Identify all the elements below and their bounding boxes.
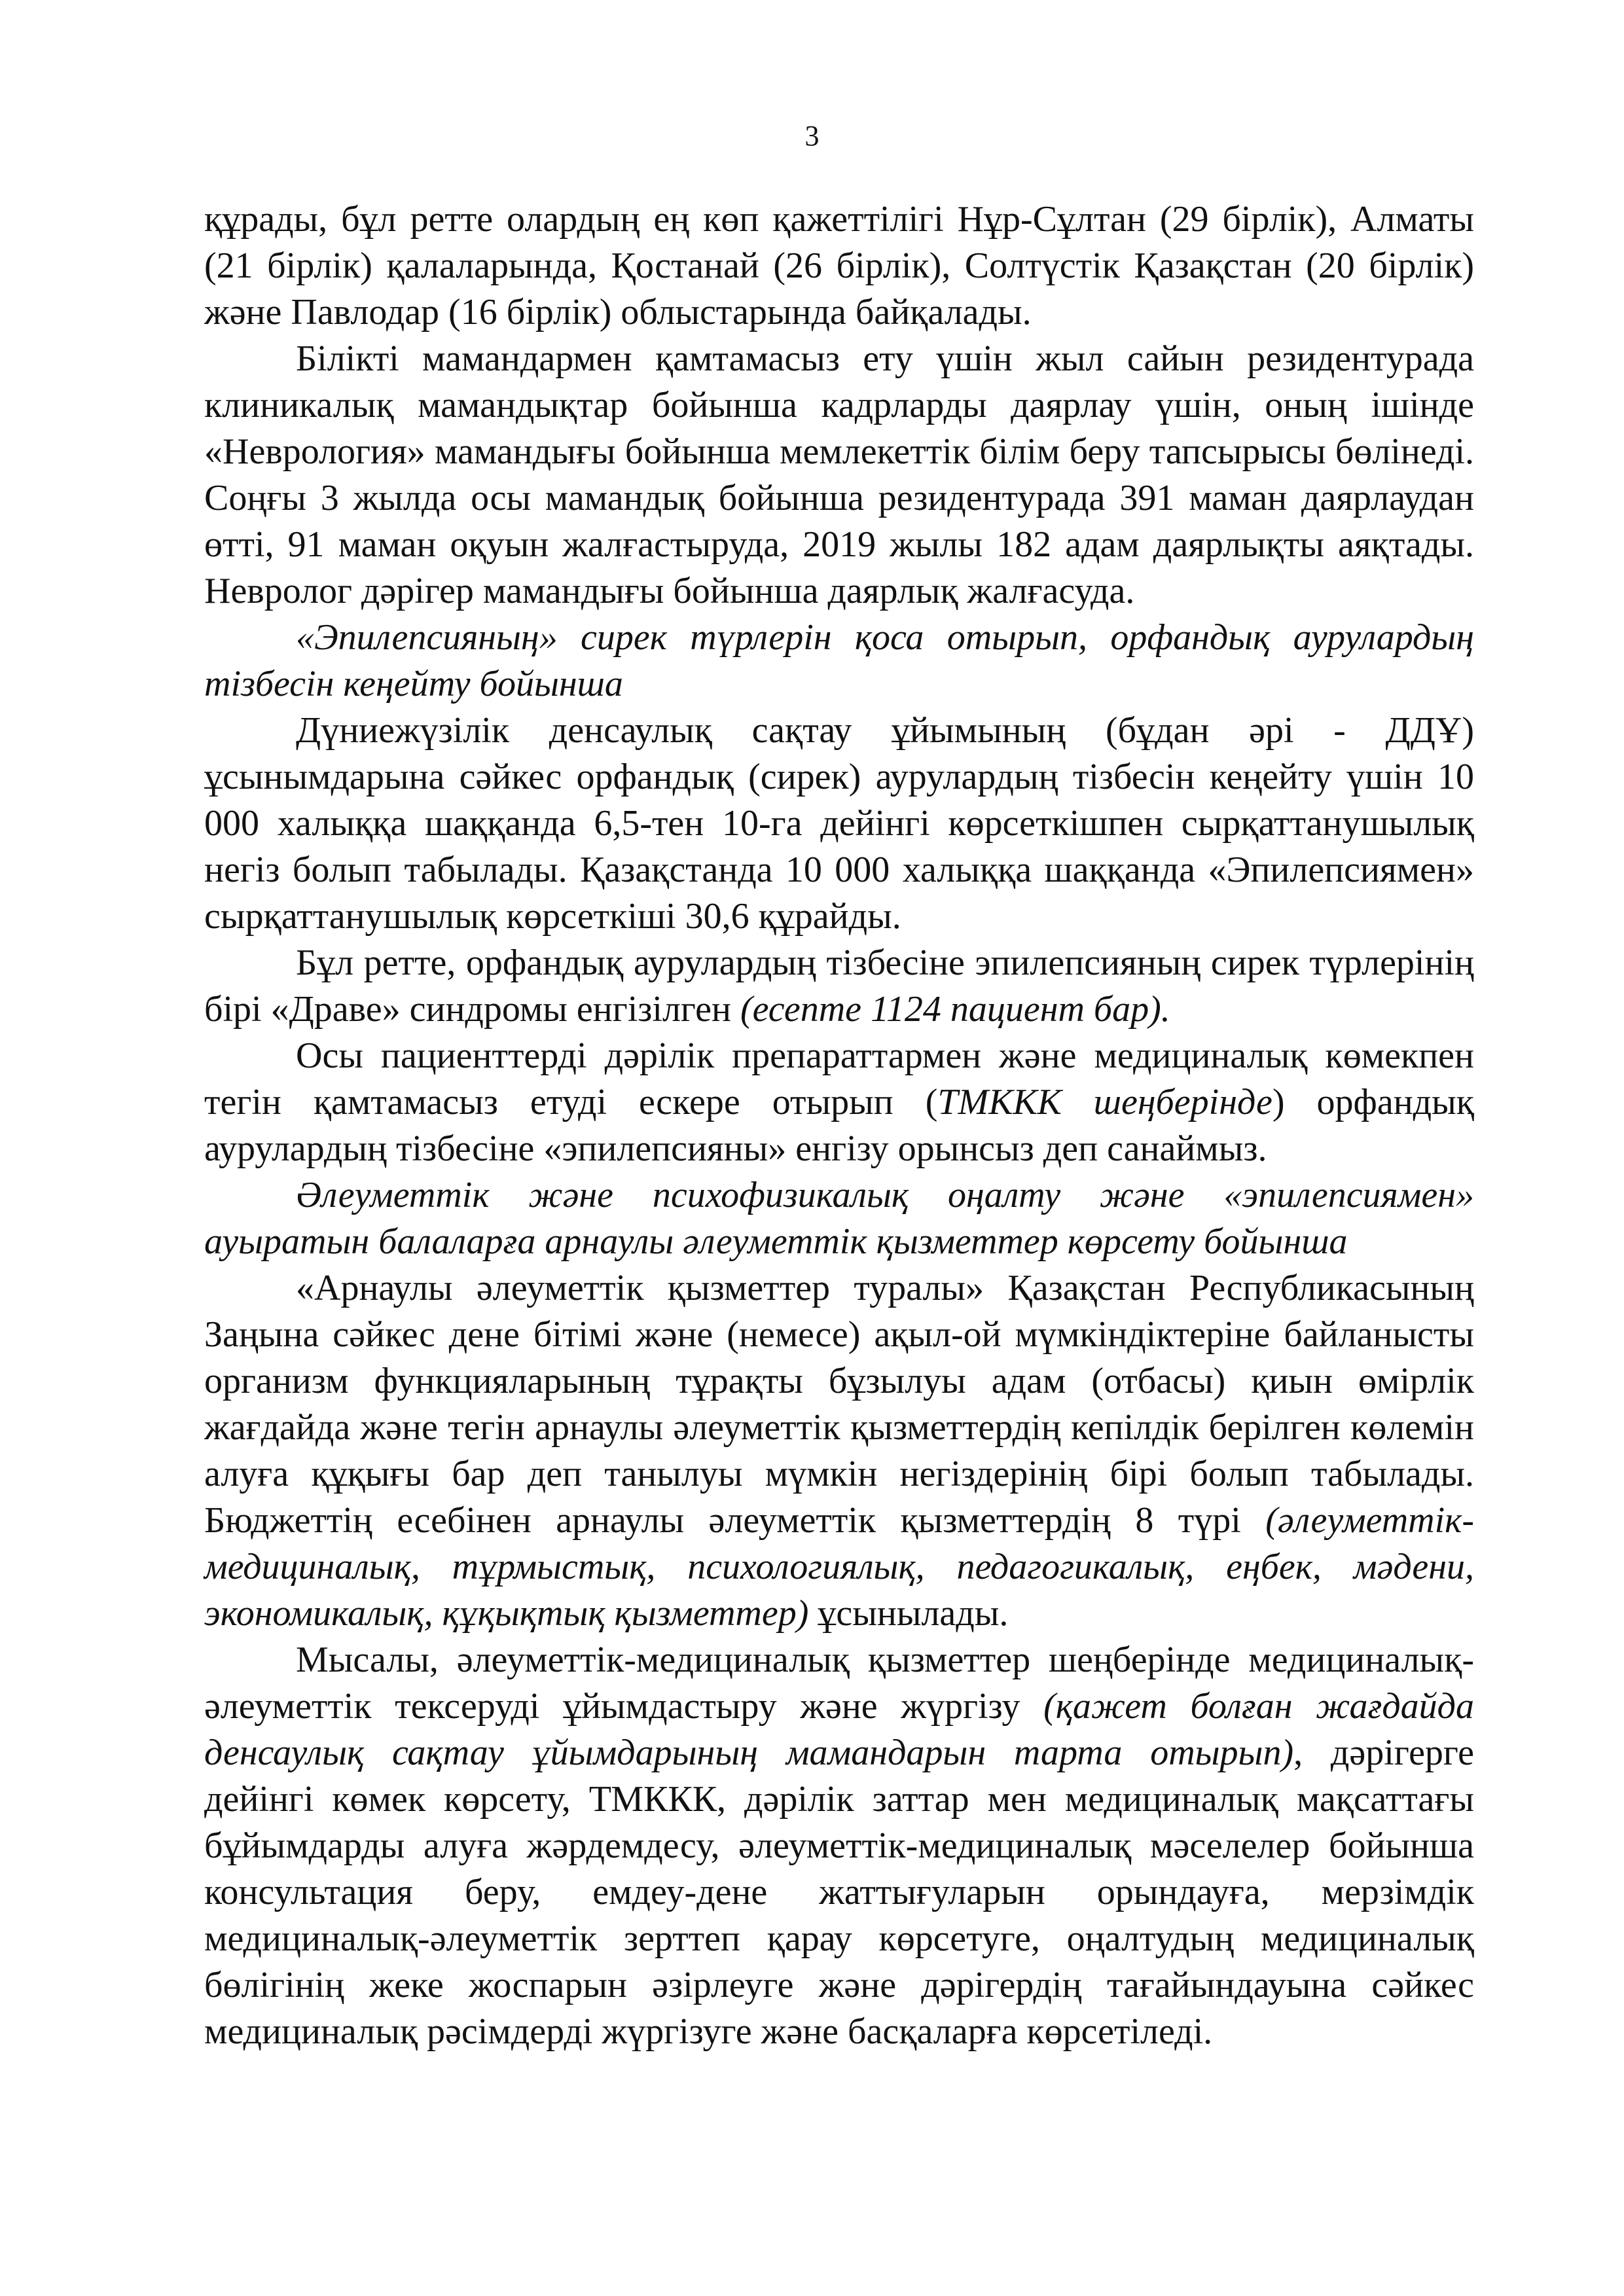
paragraph-italic-note: (әлеуметтік-медициналық, тұрмыстық, психологиялық, педагогикалық, еңбек, мәдени, экономикалық, құқықтық қызметтер) <box>204 1500 1474 1634</box>
paragraph-continuation <box>204 196 1474 336</box>
paragraph-text: ұсынылады. <box>808 1593 1009 1634</box>
paragraph-text: құрады, бұл ретте олардың ең көп қажеттілігі Нұр-Сұлтан (29 бірлік), Алматы (21 бірлік) қалаларында, Қостанай (26 бірлік), Солтүстік Қазақстан (20 бірлік) және Павлодар (16 бірлік) облыстарында байқалады. <box>204 199 1474 332</box>
paragraph-social-services-law <box>204 1265 1474 1637</box>
paragraph-text: Осы пациенттерді дәрілік препараттармен және медициналық көмекпен тегін қамтамасыз етуді ескере отырып ( <box>204 1035 1474 1122</box>
paragraph-italic-note: (есепте 1124 пациент бар). <box>740 989 1170 1030</box>
paragraph-text: «Арнаулы әлеуметтік қызметтер туралы» Қазақстан Республикасының Заңына сәйкес дене бітімі және (немесе) ақыл-ой мүмкіндіктеріне байланысты организм функцияларының тұрақты бұзылуы адам (отбасы) қиын өмірлік жағдайда және тегін арнаулы әлеуметтік қызметтердің кепілдік берілген көлемін алуға құқығы бар деп танылуы мүмкін негіздерінің бірі болып табылады. Бюджеттің есебінен арнаулы әлеуметтік қызметтердің 8 түрі <box>204 1268 1474 1541</box>
paragraph-text: Дүниежүзілік денсаулық сақтау ұйымының (бұдан әрі - ДДҰ) ұсынымдарына сәйкес орфандық (сирек) аурулардың тізбесін кеңейту үшін 10 000 халыққа шаққанда 6,5-тен 10-га дейінгі көрсеткішпен сырқаттанушылық негіз болып табылады. Қазақстанда 10 000 халыққа шаққанда «Эпилепсиямен» сырқаттанушылық көрсеткіші 30,6 құрайды. <box>204 710 1474 937</box>
paragraph-social-medical-services <box>204 1637 1474 2055</box>
section-heading-social-rehabilitation <box>204 1172 1474 1265</box>
paragraph-italic-note: ТМККК шеңберінде <box>937 1082 1272 1122</box>
paragraph-text: Білікті мамандармен қамтамасыз ету үшін жыл сайын резидентурада клиникалық мамандықтар бойынша кадрларды даярлау үшін, оның ішінде «Неврология» мамандығы бойынша мемлекеттік білім беру тапсырысы бөлінеді. Соңғы 3 жылда осы мамандық бойынша резидентурада 391 маман даярлаудан өтті, 91 маман оқуын жалғастыруда, 2019 жылы 182 адам даярлықты аяқтады. Невролог дәрігер мамандығы бойынша даярлық жалғасуда. <box>204 338 1474 611</box>
document-body <box>204 196 1474 2055</box>
page-number: 3 <box>804 120 820 152</box>
heading-text: «Эпилепсияның» сирек түрлерін қоса отырып, орфандық аурулардың тізбесін кеңейту бойынша <box>204 617 1474 704</box>
heading-text: Әлеуметтік және психофизикалық оңалту және «эпилепсиямен» ауыратын балаларға арнаулы әлеуметтік қызметтер көрсету бойынша <box>204 1175 1474 1262</box>
section-heading-orphan-diseases <box>204 615 1474 708</box>
paragraph-text: , дәрігерге дейінгі көмек көрсету, ТМККК, дәрілік заттар мен медициналық мақсаттағы бұйымдарды алуға жәрдемдесу, әлеуметтік-медициналық мәселелер бойынша консультация беру, емдеу-дене жаттығуларын орындауға, мерзімдік медициналық-әлеуметтік зерттеп қарау көрсетуге, оңалтудың медициналық бөлігінің жеке жоспарын әзірлеуге және дәрігердің тағайындауына сәйкес медициналық рәсімдерді жүргізуге және басқаларға көрсетіледі. <box>204 1732 1475 2052</box>
paragraph-text: ) орфандық аурулардың тізбесіне «эпилепсияны» енгізу орынсыз деп санаймыз. <box>204 1082 1474 1169</box>
paragraph-residency-training <box>204 336 1474 615</box>
paragraph-dravet-syndrome <box>204 940 1474 1033</box>
paragraph-text: Мысалы, әлеуметтік-медициналық қызметтер шеңберінде медициналық-әлеуметтік тексеруді ұйымдастыру және жүргізу <box>204 1640 1474 1727</box>
paragraph-text: Бұл ретте, орфандық аурулардың тізбесіне эпилепсияның сирек түрлерінің бірі «Драве» синдромы енгізілген <box>204 942 1474 1030</box>
paragraph-italic-note: (қажет болған жағдайда денсаулық сақтау ұйымдарының мамандарын тарта отырып) <box>204 1686 1475 1773</box>
paragraph-who-recommendations <box>204 708 1474 940</box>
paragraph-free-provision <box>204 1033 1474 1172</box>
